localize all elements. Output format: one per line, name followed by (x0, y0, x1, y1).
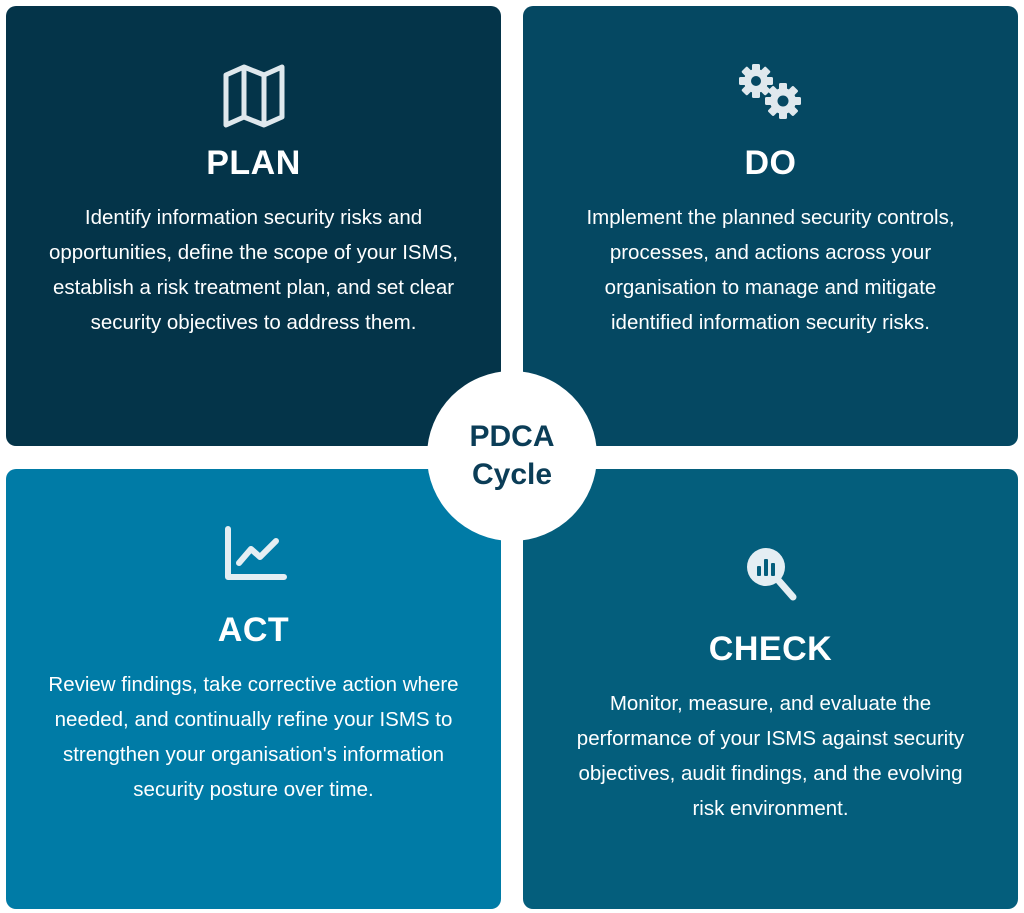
pdca-cycle-badge (427, 371, 597, 541)
act-description: Review findings, take corrective action where needed, and continually refine your ISMS to strengthen your organisation's information security posture over time. (48, 673, 459, 801)
plan-title: PLAN (206, 144, 301, 182)
gears-icon (731, 61, 811, 131)
act-card (6, 469, 501, 909)
plan-card (6, 6, 501, 446)
center-label-line2: Cycle (471, 458, 553, 491)
magnifier-chart-icon (731, 539, 811, 609)
line-chart-icon (214, 519, 294, 589)
check-description: Monitor, measure, and evaluate the performance of your ISMS against security objectives, audit findings, and the evolving risk environment. (576, 692, 965, 820)
do-title: DO (744, 144, 797, 182)
plan-description: Identify information security risks and opportunities, define the scope of your ISMS, establish a risk treatment plan, and set clear security objectives to address them. (48, 206, 459, 334)
check-card (523, 469, 1018, 909)
do-description: Implement the planned security controls, processes, and actions across your organisation to manage and mitigate identified information security risks. (586, 206, 955, 334)
map-icon (214, 61, 294, 131)
act-title: ACT (217, 611, 290, 649)
center-label-line1: PDCA (469, 420, 555, 453)
do-card (523, 6, 1018, 446)
check-title: CHECK (708, 630, 833, 668)
